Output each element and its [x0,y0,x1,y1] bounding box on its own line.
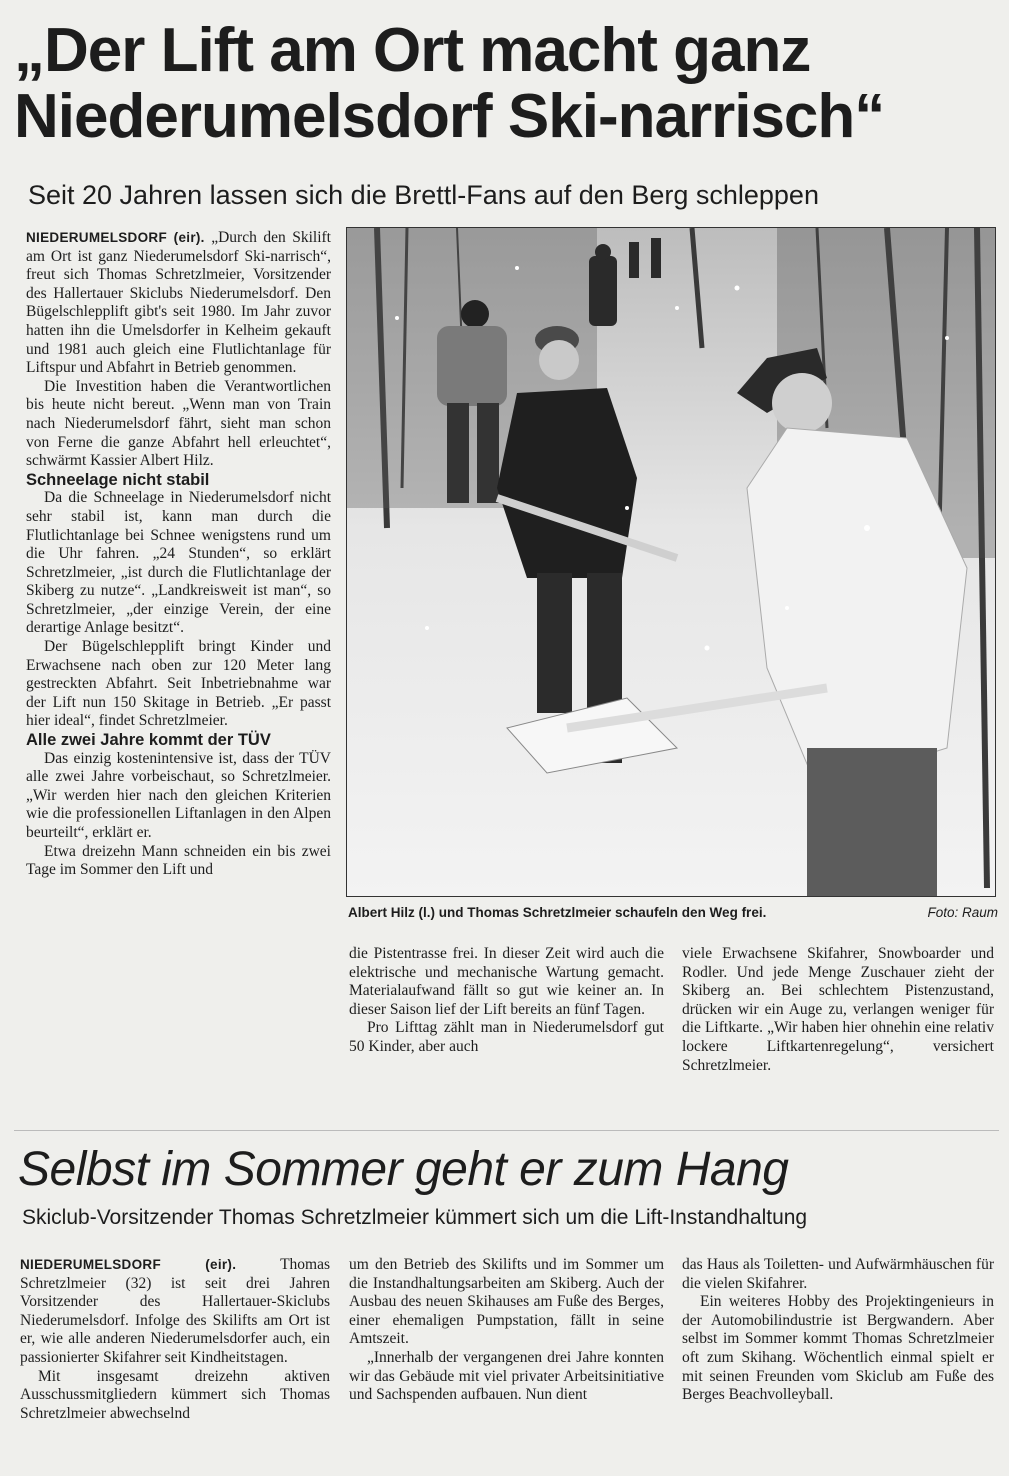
paragraph: Der Bügelschlepplift bringt Kinder und Erwachsene nach oben zur 120 Meter lang gestreckten Abfahrt. Seit Inbetriebnahme war der Lift nun 150 Skitage in Betrieb. „Er passt hier ideal“, findet Schretzlmeier. [26,638,331,730]
article1-column-2 [349,945,664,1057]
paragraph: Das einzig kostenintensive ist, dass der TÜV alle zwei Jahre vorbeischaut, so Schretzlmeier. „Wir werden hier nach den gleichen Kriterien wie die professionellen Liftanlagen in den Alpen beurteilt“, erklärt er. [26,749,331,841]
article-subheadline: Seit 20 Jahren lassen sich die Brettl-Fans auf den Berg schleppen [28,180,819,210]
paragraph: Da die Schneelage in Niederumelsdorf nicht sehr stabil ist, kann man durch die Flutlichtanlage bei Schnee wenigstens rund um die Uhr fahren. „24 Stunden“, so erklärt Schretzlmeier, „ist durch die Flutlichtanlage der Skiberg zu nutze“. „Landkreisweit ist man“, so Schretzlmeier, „der einzige Verein, der eine derartige Anlage besitzt“. [26,489,331,637]
article2-column-1 [20,1256,330,1423]
paragraph: „Innerhalb der vergangenen drei Jahre konnten wir das Gebäude mit viel privater Arbeitsinitiative und Sachspenden aufbauen. Nun dient [349,1348,664,1404]
dateline: NIEDERUMELSDORF (eir). [20,1257,237,1272]
article1-column-1 [26,229,331,1109]
article-headline: „Der Lift am Ort macht ganz Niederumelsdorf Ski-narrisch“ [14,16,885,151]
article-divider [14,1130,999,1131]
paragraph: „Durch den Skilift am Ort ist ganz Niederumelsdorf Ski-narrisch“, freut sich Thomas Schretzlmeier, Vorsitzender des Hallertauer Skiclubs Niederumelsdorf. Den Bügelschlepplift gibt's seit 1980. Im Jahr zuvor hatten ihn die Umelsdorfer in Kelheim gekauft und 1981 auch gleich eine Flutlichtanlage für Liftspur und Abfahrt in Betrieb genommen. [26,229,331,377]
article2-headline: Selbst im Sommer geht er zum Hang [18,1143,789,1196]
caption-text: Albert Hilz (l.) und Thomas Schretzlmeier schaufeln den Weg frei. [348,905,767,920]
paragraph: um den Betrieb des Skilifts und im Sommer um die Instandhaltungsarbeiten am Skiberg. Auch der Ausbau des neuen Skihauses am Fuße des Berges, einer ehemaligen Pumpstation, fällt in seine Amtszeit. [349,1256,664,1348]
paragraph: Die Investition haben die Verantwortlichen bis heute nicht bereut. „Wenn man von Train nach Niederumelsdorf fährt, sieht man schon von Ferne die ganze Abfahrt hell erleuchtet“, schwärmt Kassier Albert Hilz. [26,377,331,470]
snow-shovel-photo [347,228,995,896]
dateline: NIEDERUMELSDORF (eir). [26,230,205,245]
paragraph: die Pistentrasse frei. In dieser Zeit wird auch die elektrische und mechanische Wartung gemacht. Materialaufwand fällt so gut wie keiner an. In dieser Saison lief der Lift bereits an fünf Tagen. [349,945,664,1018]
paragraph: Etwa dreizehn Mann schneiden ein bis zwei Tage im Sommer den Lift und [26,842,331,879]
photo-caption [348,905,998,920]
paragraph: das Haus als Toiletten- und Aufwärmhäuschen für die vielen Skifahrer. [682,1256,994,1292]
article2-subheadline: Skiclub-Vorsitzender Thomas Schretzlmeier kümmert sich um die Lift-Instandhaltung [22,1206,808,1229]
paragraph: Mit insgesamt dreizehn aktiven Ausschussmitgliedern kümmert sich Thomas Schretzlmeier abwechselnd [20,1367,330,1422]
article2-column-3 [682,1256,994,1405]
paragraph: viele Erwachsene Skifahrer, Snowboarder und Rodler. Und jede Menge Zuschauer zieht der Skiberg an. Bei schlechtem Pistenzustand, drücken wir ein Auge zu, verlangen weniger für die Liftkarte. „Wir haben hier ohnehin eine relativ lockere Liftkartenregelung“, versichert Schretzlmeier. [682,945,994,1074]
article-photo [346,227,996,897]
photo-credit: Foto: Raum [927,905,998,920]
section-heading: Alle zwei Jahre kommt der TÜV [26,731,271,750]
article1-column-3 [682,945,994,1075]
paragraph: Ein weiteres Hobby des Projektingenieurs in der Automobilindustrie ist Bergwandern. Aber selbst im Sommer kommt Thomas Schretzlmeier oft zum Skihang. Wöchentlich einmal spielt er mit seinen Freunden vom Skiclub am Fuße des Berges Beachvolleyball. [682,1293,994,1404]
section-heading: Schneelage nicht stabil [26,470,210,489]
paragraph: Thomas Schretzlmeier (32) ist seit drei Jahren Vorsitzender des Hallertauer-Skiclubs Niederumelsdorf. Infolge des Skilifts am Ort ist er, wie alle anderen Niederumelsdorfer auch, ein passionierter Skifahrer seit Kindheitstagen. [20,1256,330,1366]
paragraph: Pro Lifttag zählt man in Niederumelsdorf gut 50 Kinder, aber auch [349,1019,664,1055]
article2-column-2 [349,1256,664,1405]
